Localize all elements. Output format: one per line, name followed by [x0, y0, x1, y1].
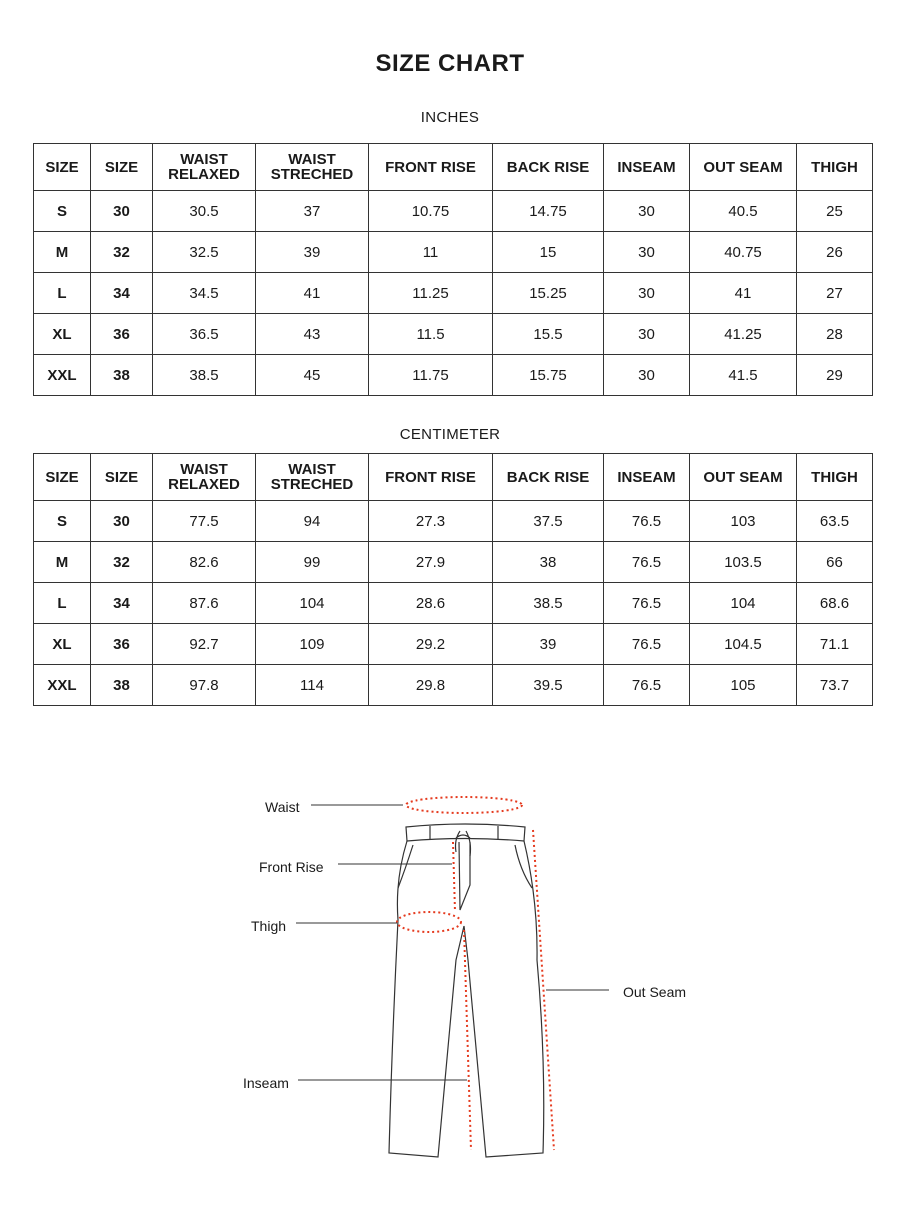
table-cell: 40.5 [690, 191, 797, 232]
column-header: WAIST RELAXED [153, 454, 256, 501]
table-cell: 104 [690, 583, 797, 624]
table-cell: 41 [690, 273, 797, 314]
column-header: WAIST STRECHED [256, 454, 369, 501]
centimeter-label: CENTIMETER [399, 426, 501, 443]
table-cell: 36.5 [153, 314, 256, 355]
table-cell: 25 [797, 191, 873, 232]
table-row [34, 624, 873, 665]
table-cell: 28.6 [369, 583, 493, 624]
table-cell: M [34, 232, 91, 273]
table-cell: 92.7 [153, 624, 256, 665]
table-cell: 97.8 [153, 665, 256, 706]
waist-measure [406, 797, 522, 813]
column-header: FRONT RISE [369, 454, 493, 501]
table-cell: 11.75 [369, 355, 493, 396]
table-cell: XL [34, 314, 91, 355]
table-cell: 38 [91, 665, 153, 706]
table-row [34, 355, 873, 396]
inches-table [33, 143, 873, 396]
column-header: INSEAM [604, 144, 690, 191]
thigh-label: Thigh [251, 918, 287, 934]
column-header: WAIST STRECHED [256, 144, 369, 191]
waist-label: Waist [265, 799, 300, 815]
table-cell: 15.25 [493, 273, 604, 314]
table-row [34, 501, 873, 542]
table-cell: 11 [369, 232, 493, 273]
table-cell: 30 [91, 501, 153, 542]
table-cell: S [34, 191, 91, 232]
inseam-measure [464, 930, 471, 1150]
table-cell: XXL [34, 355, 91, 396]
column-header: OUT SEAM [690, 144, 797, 191]
column-header: BACK RISE [493, 144, 604, 191]
table-cell: 45 [256, 355, 369, 396]
front-rise-label: Front Rise [259, 859, 324, 875]
table-cell: 29.2 [369, 624, 493, 665]
table-row [34, 314, 873, 355]
inseam-label: Inseam [243, 1075, 289, 1091]
table-cell: 76.5 [604, 624, 690, 665]
column-header: THIGH [797, 144, 873, 191]
inches-label: INCHES [420, 109, 480, 126]
column-header: SIZE [91, 454, 153, 501]
column-header: FRONT RISE [369, 144, 493, 191]
table-cell: 28 [797, 314, 873, 355]
column-header: WAIST RELAXED [153, 144, 256, 191]
table-cell: 73.7 [797, 665, 873, 706]
table-cell: 76.5 [604, 665, 690, 706]
table-cell: 38.5 [493, 583, 604, 624]
out-seam-label: Out Seam [623, 984, 687, 1000]
table-row [34, 665, 873, 706]
table-header-row [34, 454, 873, 501]
table-cell: L [34, 273, 91, 314]
fly-seam [459, 842, 470, 910]
table-cell: 39.5 [493, 665, 604, 706]
table-cell: 103.5 [690, 542, 797, 583]
table-cell: 27.9 [369, 542, 493, 583]
table-cell: 15.75 [493, 355, 604, 396]
table-cell: 29 [797, 355, 873, 396]
table-cell: 37.5 [493, 501, 604, 542]
table-cell: 34 [91, 273, 153, 314]
table-cell: 27.3 [369, 501, 493, 542]
table-cell: 66 [797, 542, 873, 583]
table-cell: 37 [256, 191, 369, 232]
table-cell: 30 [91, 191, 153, 232]
table-cell: 82.6 [153, 542, 256, 583]
left-leg-outline [389, 841, 464, 1157]
table-cell: 41 [256, 273, 369, 314]
table-cell: 30 [604, 273, 690, 314]
table-cell: 38 [493, 542, 604, 583]
table-cell: 39 [493, 624, 604, 665]
column-header: SIZE [91, 144, 153, 191]
table-cell: S [34, 501, 91, 542]
table-row [34, 542, 873, 583]
table-cell: 71.1 [797, 624, 873, 665]
table-cell: 76.5 [604, 542, 690, 583]
table-cell: L [34, 583, 91, 624]
table-cell: 34 [91, 583, 153, 624]
table-row [34, 232, 873, 273]
table-cell: 30 [604, 314, 690, 355]
table-cell: XXL [34, 665, 91, 706]
table-cell: 38.5 [153, 355, 256, 396]
table-cell: 32.5 [153, 232, 256, 273]
table-cell: 76.5 [604, 501, 690, 542]
column-header: INSEAM [604, 454, 690, 501]
table-cell: 41.25 [690, 314, 797, 355]
table-cell: 32 [91, 542, 153, 583]
table-cell: 77.5 [153, 501, 256, 542]
table-cell: 15 [493, 232, 604, 273]
table-cell: 43 [256, 314, 369, 355]
table-cell: M [34, 542, 91, 583]
table-cell: 109 [256, 624, 369, 665]
table-cell: XL [34, 624, 91, 665]
table-cell: 99 [256, 542, 369, 583]
table-cell: 30 [604, 355, 690, 396]
column-header: SIZE [34, 454, 91, 501]
table-cell: 105 [690, 665, 797, 706]
column-header: SIZE [34, 144, 91, 191]
front-rise-measure [453, 842, 455, 912]
table-row [34, 273, 873, 314]
table-cell: 34.5 [153, 273, 256, 314]
table-cell: 104 [256, 583, 369, 624]
right-leg-outline [464, 841, 544, 1157]
table-cell: 29.8 [369, 665, 493, 706]
table-cell: 114 [256, 665, 369, 706]
table-cell: 68.6 [797, 583, 873, 624]
table-cell: 87.6 [153, 583, 256, 624]
column-header: OUT SEAM [690, 454, 797, 501]
column-header: THIGH [797, 454, 873, 501]
thigh-measure [397, 912, 461, 932]
table-header-row [34, 144, 873, 191]
table-cell: 26 [797, 232, 873, 273]
table-cell: 103 [690, 501, 797, 542]
table-cell: 30.5 [153, 191, 256, 232]
table-cell: 38 [91, 355, 153, 396]
waistband [406, 824, 525, 841]
table-cell: 40.75 [690, 232, 797, 273]
table-cell: 30 [604, 191, 690, 232]
pants-measurement-diagram [0, 760, 900, 1200]
table-cell: 32 [91, 232, 153, 273]
table-cell: 104.5 [690, 624, 797, 665]
table-cell: 76.5 [604, 583, 690, 624]
table-cell: 94 [256, 501, 369, 542]
leader-lines [296, 805, 609, 1080]
drawstring [456, 831, 471, 856]
table-cell: 15.5 [493, 314, 604, 355]
table-cell: 27 [797, 273, 873, 314]
table-cell: 14.75 [493, 191, 604, 232]
table-cell: 63.5 [797, 501, 873, 542]
table-row [34, 583, 873, 624]
table-cell: 30 [604, 232, 690, 273]
table-cell: 36 [91, 314, 153, 355]
table-cell: 36 [91, 624, 153, 665]
table-cell: 11.5 [369, 314, 493, 355]
table-cell: 41.5 [690, 355, 797, 396]
centimeter-table [33, 453, 873, 706]
table-row [34, 191, 873, 232]
column-header: BACK RISE [493, 454, 604, 501]
table-cell: 10.75 [369, 191, 493, 232]
measurement-marks [397, 797, 554, 1150]
table-cell: 39 [256, 232, 369, 273]
table-cell: 11.25 [369, 273, 493, 314]
page-title: SIZE CHART [375, 50, 525, 77]
